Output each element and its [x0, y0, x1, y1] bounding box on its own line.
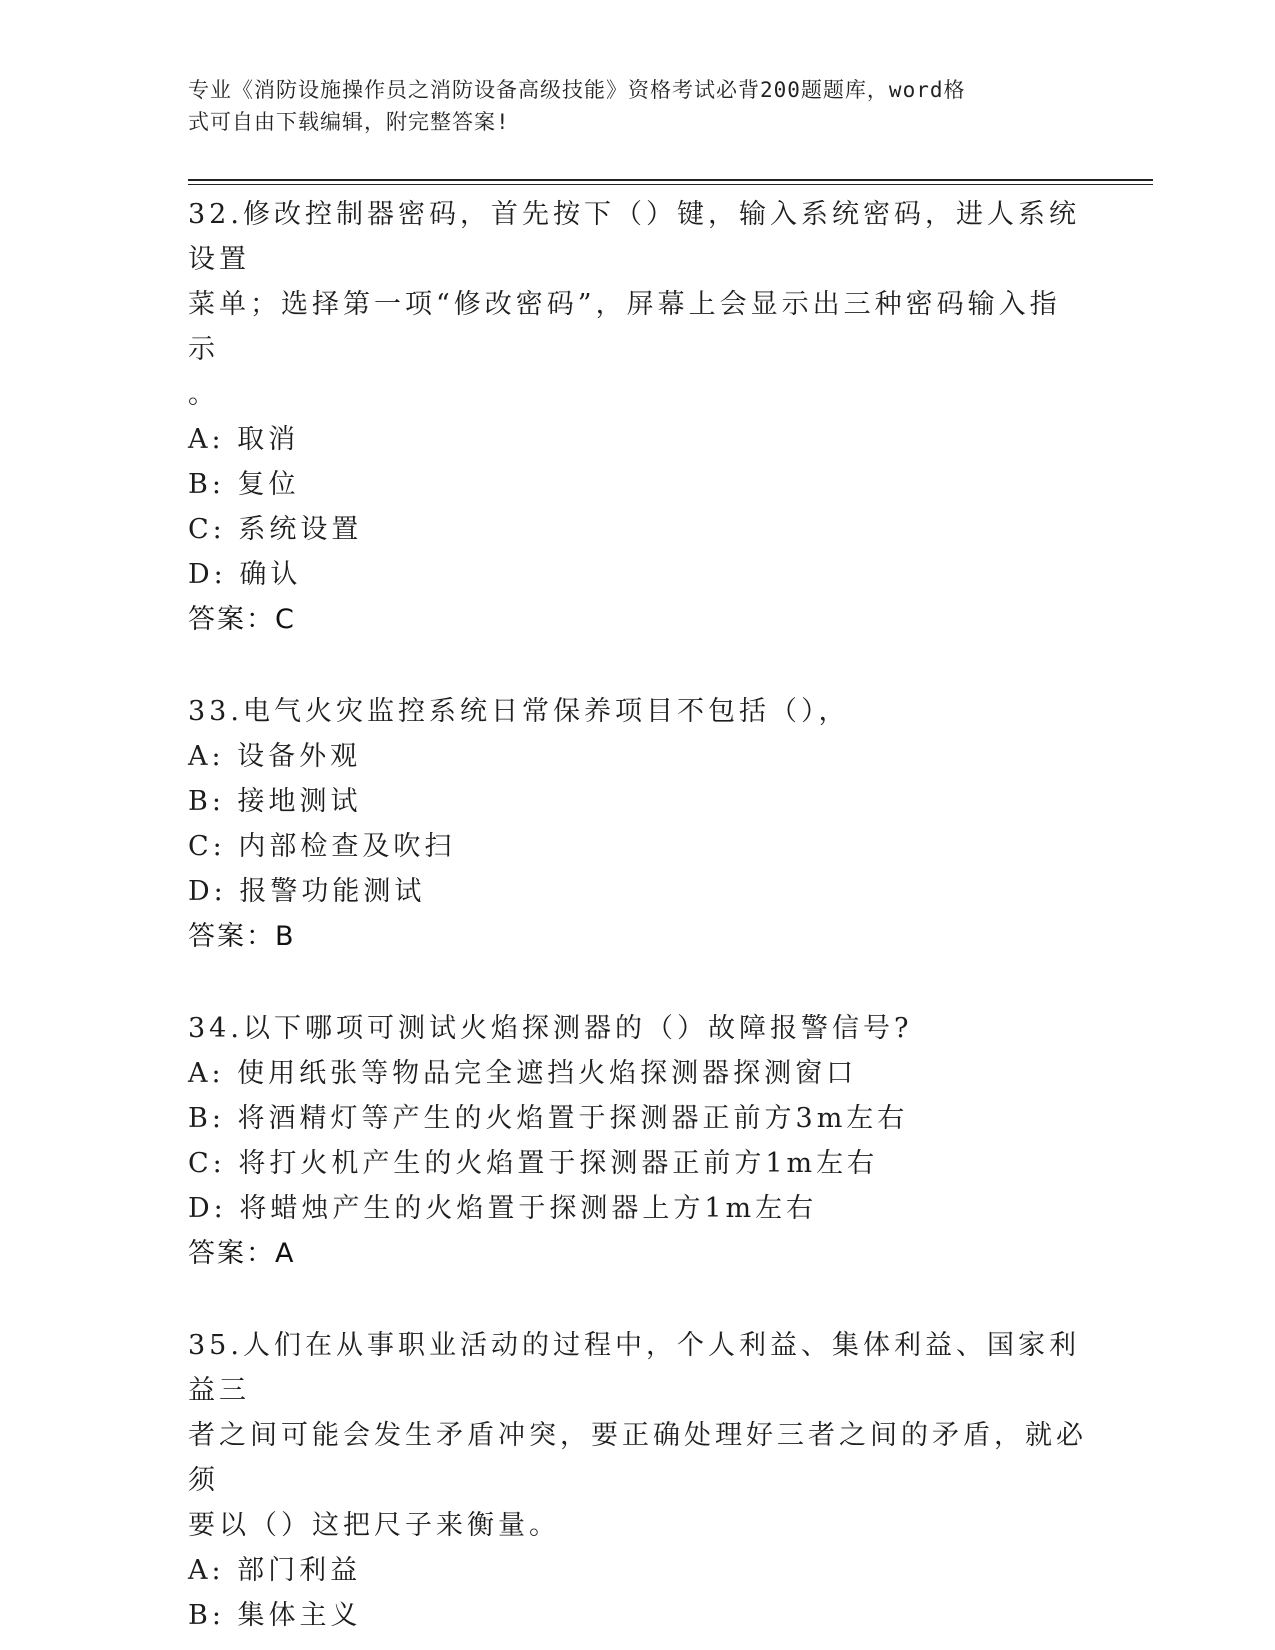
option-d: D: 将蜡烛产生的火焰置于探测器上方1m左右	[188, 1193, 818, 1224]
header-line-2: 式可自由下载编辑，附完整答案!	[188, 110, 510, 134]
question-34	[188, 1006, 1088, 1276]
question-text-line: 33.电气火灾监控系统日常保养项目不包括（），	[188, 696, 850, 727]
spacer	[188, 642, 1088, 689]
question-text-line: 者之间可能会发生矛盾冲突，要正确处理好三者之间的矛盾，就必须	[188, 1420, 1087, 1496]
question-text-line: 菜单；选择第一项“修改密码”，屏幕上会显示出三种密码输入指示	[188, 289, 1061, 365]
option-b: B: 将酒精灯等产生的火焰置于探测器正前方3m左右	[188, 1103, 909, 1134]
question-list	[188, 192, 1088, 1638]
header-rule-thick	[188, 179, 1153, 181]
question-text-line: 。	[188, 379, 215, 410]
answer-label: 答案：C	[188, 604, 296, 635]
document-header	[188, 74, 1068, 138]
question-text-line: 35.人们在从事职业活动的过程中，个人利益、集体利益、国家利益三	[188, 1330, 1080, 1406]
question-text-line: 34.以下哪项可测试火焰探测器的（）故障报警信号?	[188, 1013, 913, 1044]
answer-label: 答案：A	[188, 1238, 296, 1269]
option-b: B: 接地测试	[188, 786, 362, 817]
question-text-line: 32.修改控制器密码，首先按下（）键，输入系统密码，进人系统设置	[188, 199, 1080, 275]
option-a: A: 使用纸张等物品完全遮挡火焰探测器探测窗口	[188, 1058, 858, 1089]
option-c: C: 将打火机产生的火焰置于探测器正前方1m左右	[188, 1148, 879, 1179]
option-a: A: 部门利益	[188, 1555, 362, 1586]
option-a: A: 取消	[188, 424, 300, 455]
option-a: A: 设备外观	[188, 741, 362, 772]
header-rule-thin	[188, 184, 1153, 185]
option-d: D: 报警功能测试	[188, 876, 426, 907]
spacer	[188, 959, 1088, 1006]
option-c: C: 内部检查及吹扫	[188, 831, 456, 862]
question-35	[188, 1323, 1088, 1638]
question-32	[188, 192, 1088, 642]
option-c: C: 系统设置	[188, 514, 363, 545]
question-33	[188, 689, 1088, 959]
question-text-line: 要以（）这把尺子来衡量。	[188, 1510, 560, 1541]
option-b: B: 集体主义	[188, 1600, 362, 1631]
option-d: D: 确认	[188, 559, 302, 590]
header-line-1: 专业《消防设施操作员之消防设备高级技能》资格考试必背200题题库，word格	[188, 78, 966, 102]
option-b: B: 复位	[188, 469, 300, 500]
spacer	[188, 1276, 1088, 1323]
answer-label: 答案：B	[188, 921, 296, 952]
